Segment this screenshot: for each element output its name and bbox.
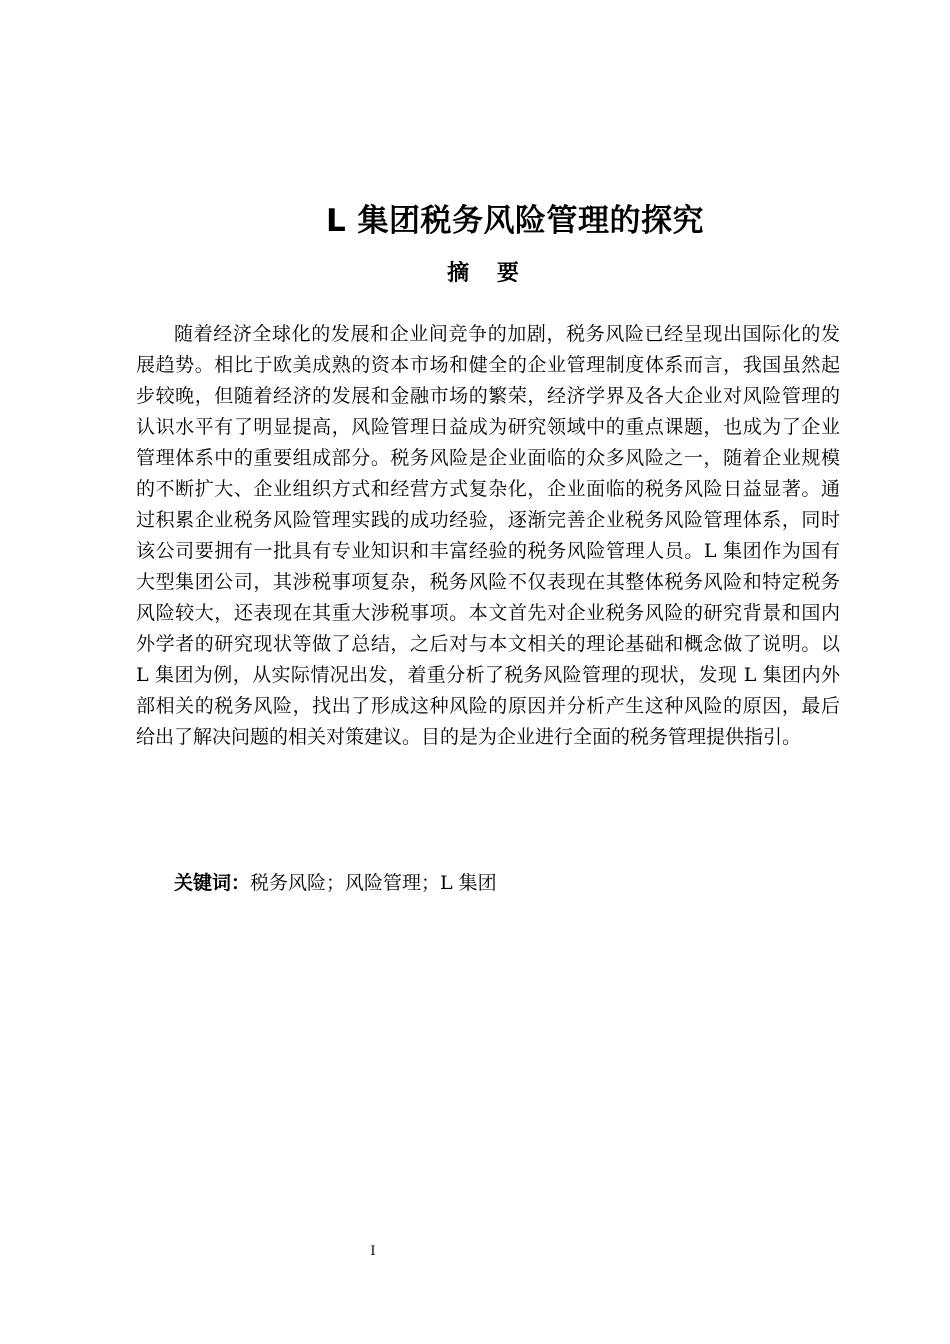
abstract-line: 大型集团公司，其涉税事项复杂，税务风险不仅表现在其整体税务风险和特定税务 bbox=[136, 571, 840, 593]
keywords-label: 关键词： bbox=[174, 872, 251, 894]
abstract-line: 外学者的研究现状等做了总结，之后对与本文相关的理论基础和概念做了说明。以 bbox=[136, 633, 840, 655]
keywords bbox=[174, 869, 497, 897]
abstract-line: 管理体系中的重要组成部分。税务风险是企业面临的众多风险之一，随着企业规模 bbox=[136, 447, 840, 469]
page-number: I bbox=[370, 1244, 376, 1259]
abstract-line: 该公司要拥有一批具有专业知识和丰富经验的税务风险管理人员。L 集团作为国有 bbox=[136, 540, 840, 562]
abstract-body bbox=[136, 319, 840, 753]
abstract-line: 过积累企业税务风险管理实践的成功经验，逐渐完善企业税务风险管理体系，同时 bbox=[136, 509, 840, 531]
abstract-line: 随着经济全球化的发展和企业间竞争的加剧，税务风险已经呈现出国际化的发 bbox=[174, 323, 840, 345]
abstract-line: 认识水平有了明显提高，风险管理日益成为研究领域中的重点课题，也成为了企业 bbox=[136, 416, 840, 438]
abstract-heading: 摘 要 bbox=[447, 261, 529, 286]
document-title: L 集团税务风险管理的探究 bbox=[325, 203, 705, 239]
keywords-text: 税务风险；风险管理；L 集团 bbox=[250, 872, 497, 894]
abstract-line: 部相关的税务风险，找出了形成这种风险的原因并分析产生这种风险的原因，最后 bbox=[136, 695, 840, 717]
abstract-line: L 集团为例，从实际情况出发，着重分析了税务风险管理的现状，发现 L 集团内外 bbox=[136, 664, 840, 686]
abstract-line: 的不断扩大、企业组织方式和经营方式复杂化，企业面临的税务风险日益显著。通 bbox=[136, 478, 840, 500]
abstract-line: 给出了解决问题的相关对策建议。目的是为企业进行全面的税务管理提供指引。 bbox=[136, 726, 802, 748]
abstract-line: 步较晚，但随着经济的发展和金融市场的繁荣，经济学界及各大企业对风险管理的 bbox=[136, 385, 840, 407]
abstract-line: 展趋势。相比于欧美成熟的资本市场和健全的企业管理制度体系而言，我国虽然起 bbox=[136, 354, 840, 376]
abstract-line: 风险较大，还表现在其重大涉税事项。本文首先对企业税务风险的研究背景和国内 bbox=[136, 602, 840, 624]
